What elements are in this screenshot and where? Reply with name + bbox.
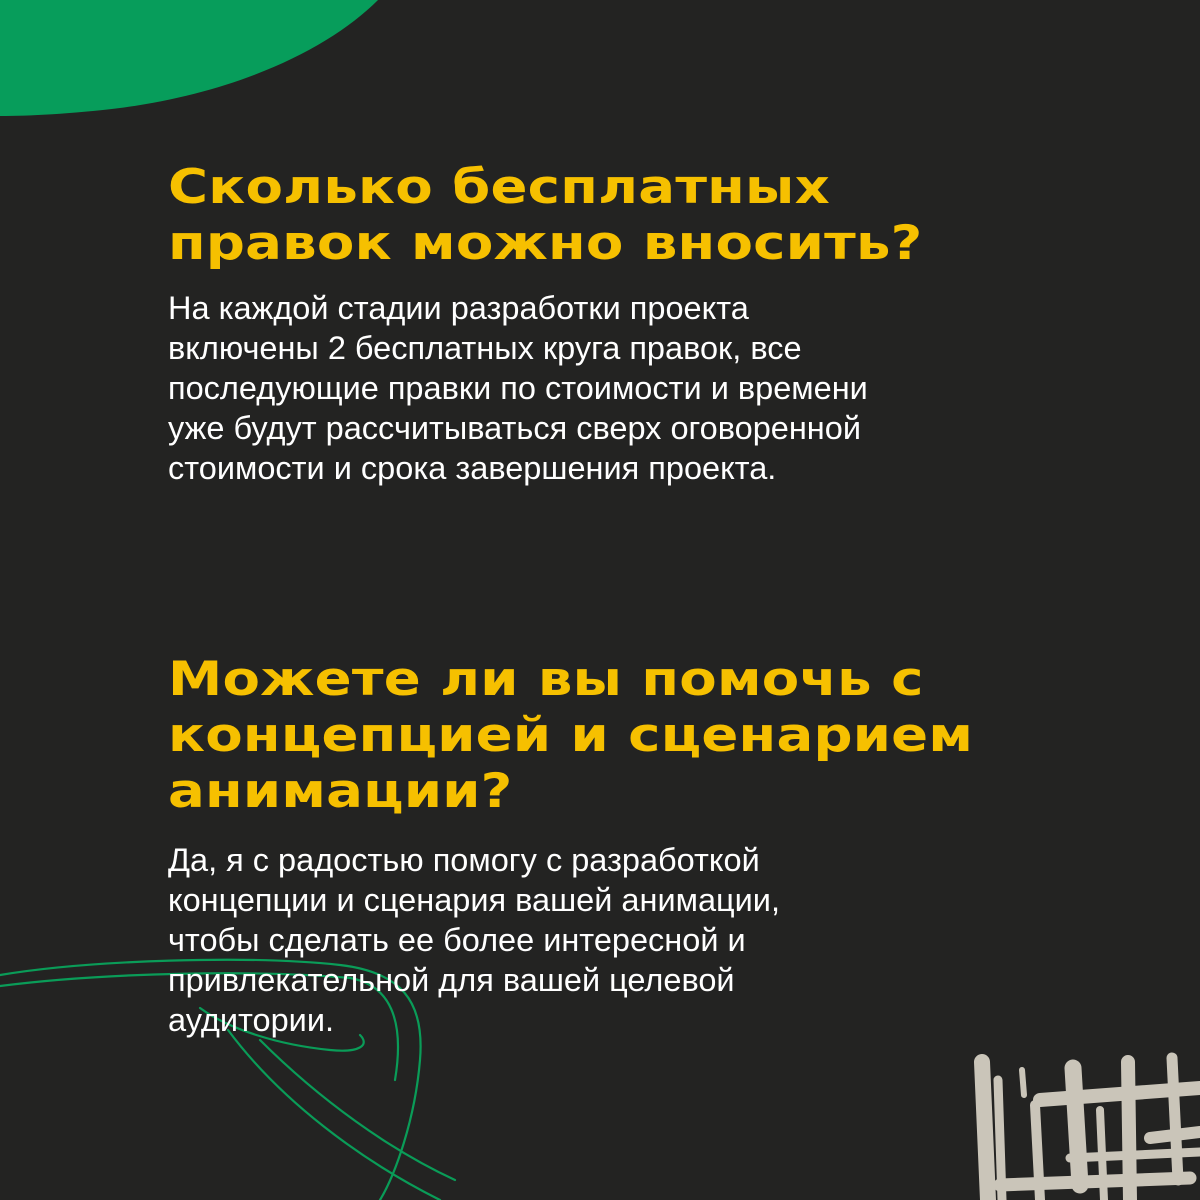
faq-answer-2	[168, 840, 1068, 1040]
faq-answer-1-line-5: стоимости и срока завершения проекта.	[168, 450, 777, 486]
faq-question-2-line-3: анимации?	[168, 764, 513, 819]
faq-answer-2-line-3: чтобы сделать ее более интересной и	[168, 922, 746, 958]
faq-answer-1-line-1: На каждой стадии разработки проекта	[168, 290, 749, 326]
green-blob-shape	[0, 0, 378, 116]
faq-question-1-line-1: Сколько бесплатных	[168, 160, 830, 215]
faq-question-2-line-2: концепцией и сценарием	[168, 708, 974, 763]
faq-answer-1	[168, 288, 1068, 488]
faq-question-1	[168, 160, 1200, 272]
faq-item-2	[168, 652, 1068, 1040]
faq-question-2-line-1: Можете ли вы помочь с	[168, 652, 924, 707]
faq-answer-1-line-2: включены 2 бесплатных круга правок, все	[168, 330, 802, 366]
faq-question-1-line-2: правок можно вносить?	[168, 216, 923, 271]
faq-question-2	[168, 652, 1200, 820]
faq-answer-2-line-4: привлекательной для вашей целевой	[168, 962, 735, 998]
faq-answer-2-line-5: аудитории.	[168, 1002, 335, 1038]
faq-answer-2-line-1: Да, я с радостью помогу с разработкой	[168, 842, 760, 878]
faq-item-1	[168, 160, 1068, 488]
faq-answer-1-line-3: последующие правки по стоимости и времени	[168, 370, 868, 406]
faq-answer-2-line-2: концепции и сценария вашей анимации,	[168, 882, 780, 918]
faq-answer-1-line-4: уже будут рассчитываться сверх оговоренной	[168, 410, 861, 446]
chalk-strokes	[982, 1058, 1200, 1200]
